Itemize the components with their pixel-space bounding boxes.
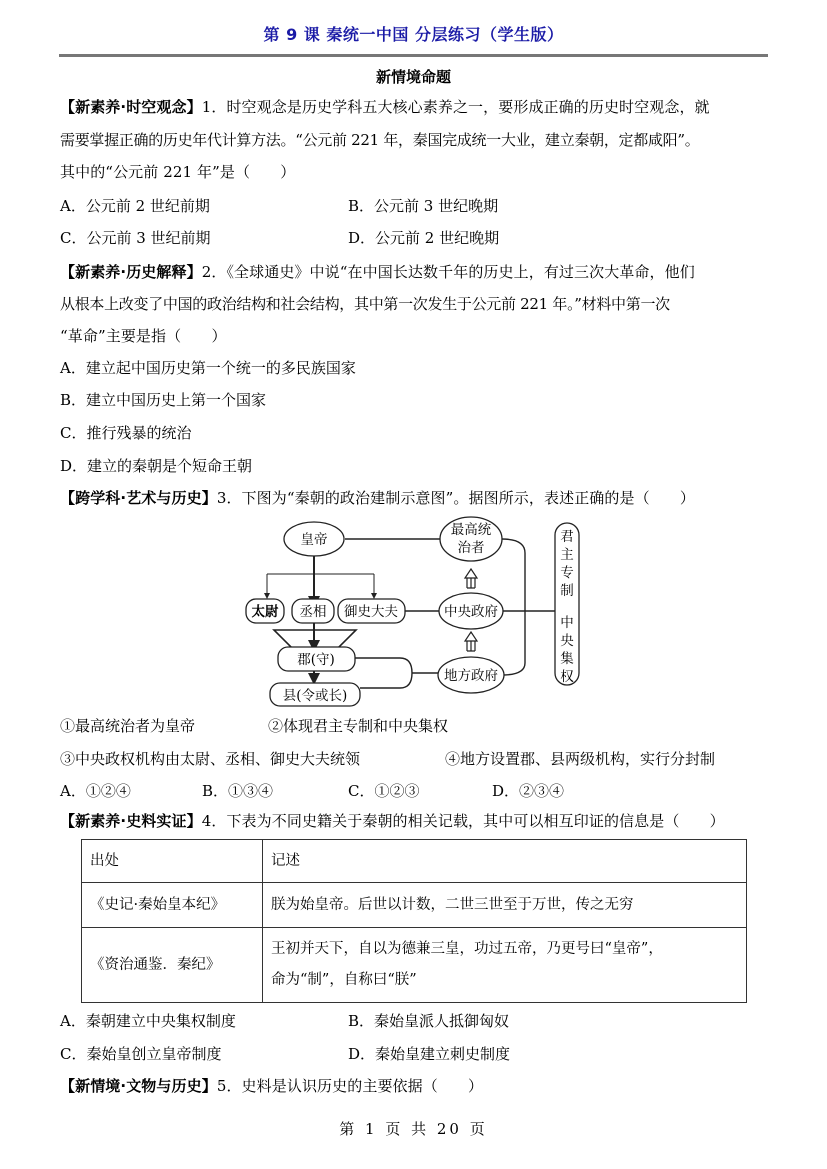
label-commandery: 郡(守): [297, 652, 335, 668]
question-tag: 【新情境·文物与历史】: [60, 1077, 217, 1095]
option-d[interactable]: D．②③④: [492, 782, 565, 800]
label-chengxiang: 丞相: [299, 604, 327, 620]
side-label-char: 权: [560, 669, 574, 685]
statement-2: ②体现君主专制和中央集权: [268, 717, 449, 735]
option-a[interactable]: A．①②④: [60, 782, 131, 800]
option-a[interactable]: A．公元前 2 世纪前期: [60, 197, 210, 215]
side-label-char: 君: [560, 529, 574, 545]
label-county: 县(令或长): [282, 688, 348, 704]
table-row: [82, 883, 747, 928]
table-cell-record: 王初并天下，自以为德兼三皇，功过五帝，乃更号曰“皇帝”， 命为“制”，自称曰“朕”: [263, 928, 747, 1003]
label-central-gov: 中央政府: [444, 604, 498, 620]
question-stem-line: 【新素养·时空观念】1．时空观念是历史学科五大核心素养之一，要形成正确的历史时空观念，就: [60, 98, 710, 116]
table-header-cell: 出处: [82, 840, 263, 883]
option-c[interactable]: C．公元前 3 世纪前期: [60, 229, 211, 247]
table-cell-source: 《资治通鉴．秦纪》: [82, 928, 263, 1003]
statement-4: ④地方设置郡、县两级机构，实行分封制: [445, 750, 716, 768]
question-tag: 【新素养·史料实证】: [60, 812, 202, 830]
document-title: 第 9 课 秦统一中国 分层练习（学生版）: [263, 25, 564, 44]
question-stem-line: 其中的“公元前 221 年”是（ ）: [60, 163, 296, 181]
table-row: [82, 928, 747, 1003]
header-divider: [59, 54, 768, 57]
question-tag: 【跨学科·艺术与历史】: [60, 489, 217, 507]
page-number: 第 1 页 共 20 页: [339, 1120, 488, 1138]
question-stem-line: 需要掌握正确的历史年代计算方法。“公元前 221 年，秦国完成统一大业，建立秦朝，定都咸阳”。: [60, 131, 700, 149]
side-label-char: 专: [560, 565, 574, 581]
statement-3: ③中央政权机构由太尉、丞相、御史大夫统领: [60, 750, 361, 768]
table-header-row: [82, 840, 747, 883]
table-header-cell: 记述: [263, 840, 747, 883]
option-b[interactable]: B．①③④: [202, 782, 274, 800]
option-a[interactable]: A．秦朝建立中央集权制度: [60, 1012, 236, 1030]
question-stem-line: 从根本上改变了中国的政治结构和社会结构，其中第一次发生于公元前 221 年。”材料中第一次: [60, 295, 670, 313]
side-label-char: 中: [560, 615, 574, 631]
qin-political-system-diagram: [240, 513, 590, 708]
option-b[interactable]: B．公元前 3 世纪晚期: [348, 197, 499, 215]
option-d[interactable]: D．公元前 2 世纪晚期: [348, 229, 500, 247]
option-c[interactable]: C．推行残暴的统治: [60, 424, 192, 442]
option-c[interactable]: C．秦始皇创立皇帝制度: [60, 1045, 222, 1063]
question-stem-line: 【新素养·历史解释】2．《全球通史》中说“在中国长达数千年的历史上，有过三次大革命，他们: [60, 263, 695, 281]
question-stem-line: “革命”主要是指（ ）: [60, 327, 227, 345]
side-label-char: 央: [560, 633, 574, 649]
label-emperor: 皇帝: [300, 532, 328, 548]
side-label-char: 制: [560, 583, 574, 599]
question-stem-line: 【新素养·史料实证】4．下表为不同史籍关于秦朝的相关记载，其中可以相互印证的信息是（ ）: [60, 812, 725, 830]
historical-records-table: [81, 839, 747, 1003]
label-supreme-ruler-1: 最高统: [450, 522, 492, 538]
option-a[interactable]: A．建立起中国历史第一个统一的多民族国家: [60, 359, 356, 377]
table-cell-source: 《史记·秦始皇本纪》: [82, 883, 263, 928]
option-d[interactable]: D．建立的秦朝是个短命王朝: [60, 457, 253, 475]
question-tag: 【新素养·时空观念】: [60, 98, 202, 116]
question-stem-line: 【新情境·文物与历史】5．史料是认识历史的主要依据（ ）: [60, 1077, 484, 1095]
statement-1: ①最高统治者为皇帝: [60, 717, 196, 735]
question-stem-line: 【跨学科·艺术与历史】3．下图为“秦朝的政治建制示意图”。据图所示，表述正确的是（ ）: [60, 489, 695, 507]
label-taiwei: 太尉: [251, 604, 279, 620]
option-b[interactable]: B．秦始皇派人抵御匈奴: [348, 1012, 510, 1030]
table-cell-record: 朕为始皇帝。后世以计数，二世三世至于万世，传之无穷: [263, 883, 747, 928]
option-b[interactable]: B．建立中国历史上第一个国家: [60, 391, 267, 409]
label-supreme-ruler-2: 治者: [457, 540, 485, 556]
option-c[interactable]: C．①②③: [348, 782, 420, 800]
label-local-gov: 地方政府: [444, 668, 498, 684]
label-yushi: 御史大夫: [344, 604, 398, 620]
side-label-char: 集: [560, 651, 574, 667]
question-tag: 【新素养·历史解释】: [60, 263, 202, 281]
option-d[interactable]: D．秦始皇建立刺史制度: [348, 1045, 511, 1063]
side-label-char: 主: [560, 547, 574, 563]
section-title: 新情境命题: [375, 68, 451, 86]
